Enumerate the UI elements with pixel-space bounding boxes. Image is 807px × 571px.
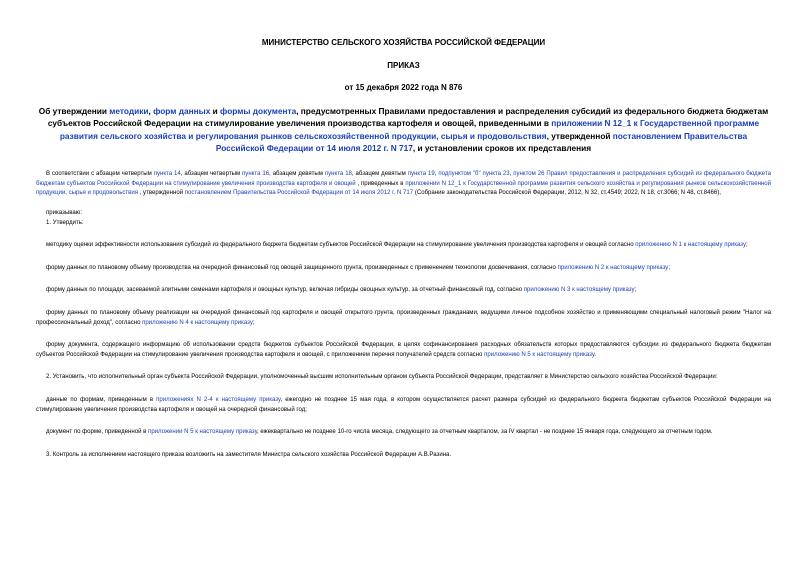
paragraph-text: , ежеквартально не позднее 10-го числа месяца, следующего за отчетным кварталом, за IV квартал - не позднее 15 января года, следующего за отчетным годом. xyxy=(257,429,713,436)
link-methodology[interactable]: методики xyxy=(109,106,149,116)
document-form-deadline xyxy=(36,428,771,438)
approve-methodology xyxy=(36,241,771,251)
document-type: ПРИКАЗ xyxy=(387,61,420,70)
link-data-forms[interactable]: форм данных xyxy=(153,106,211,116)
title-text: , и установлении сроков их представления xyxy=(412,142,592,153)
link-appendix-12-1[interactable]: приложении N 12_1 к Государственной программе развития сельского хозяйства и регулирования рынков сельскохозяйственной продукции, сырья и продовольствия xyxy=(36,180,771,197)
paragraph-text: ; xyxy=(668,264,670,271)
paragraph-text: , ежегодно не позднее 15 мая года, в котором осуществляется расчет размера субсидий из федерального бюджета бюджетам субъектов Российской Федерации на стимулирование увеличения производства картофеля и овощей на очередной финансовый год; xyxy=(36,396,771,413)
title-text: Об утверждении xyxy=(38,106,110,116)
ministry-heading: МИНИСТЕРСТВО СЕЛЬСКОГО ХОЗЯЙСТВА РОССИЙСКОЙ ФЕДЕРАЦИИ xyxy=(261,38,546,47)
paragraph-text: документ по форме, приведенной в xyxy=(46,429,149,436)
approve-form-2 xyxy=(36,264,771,274)
preamble-paragraph xyxy=(36,170,771,199)
title-text: , xyxy=(148,106,154,116)
preamble-text: , абзацем девятым xyxy=(351,171,408,178)
link-resolution-717[interactable]: постановлением Правительства Российской Федерации от 14 июля 2012 г. N 717 xyxy=(215,130,748,153)
paragraph-text: ; xyxy=(252,319,255,326)
link-appendix-5[interactable]: приложении N 5 к настоящему приказу xyxy=(148,429,258,436)
preamble-text: , xyxy=(434,171,439,178)
title-text: , утвержденной xyxy=(546,130,613,141)
approve-form-3 xyxy=(36,286,771,296)
preamble-text: В соответствии с абзацем четвертым xyxy=(46,171,154,178)
link-point-19[interactable]: пункта 19 xyxy=(407,171,435,178)
data-forms-deadline xyxy=(36,396,771,415)
link-resolution-717[interactable]: постановлением Правительства Российской Федерации от 14 июля 2012 г. N 717 xyxy=(184,190,414,197)
paragraph-text: методику оценки эффективности использования субсидий из федерального бюджета бюджетам субъектов Российской Федерации на стимулирование увеличения производства картофеля и овощей согласно xyxy=(46,242,636,249)
paragraph-text: форму данных по плановому объему производства на очередной финансовый год овощей защищенного грунта, произведенных с применением технологии досвечивания, согласно xyxy=(46,264,558,271)
link-point-18[interactable]: пункта 18 xyxy=(324,171,352,178)
link-point-16[interactable]: пункта 16 xyxy=(242,171,270,178)
link-appendix-2[interactable]: приложению N 2 к настоящему приказу xyxy=(557,264,669,271)
link-document-form[interactable]: формы документа xyxy=(220,106,297,116)
paragraph-text: форму документа, содержащего информацию об использовании средств бюджетов субъектов Российской Федерации, в целях софинансирования расходных обязательств которых предоставляются субсидии из федерального бюджета бюджетам субъектов Российской Федерации на стимулирование увеличения производства картофеля и овощей, с приложением перечня получателей средств согласно xyxy=(36,342,771,358)
approve-form-5 xyxy=(36,341,771,360)
preamble-text: , абзацем девятым xyxy=(269,171,325,178)
paragraph-text: ; xyxy=(634,287,637,294)
date-and-number: от 15 декабря 2022 года N 876 xyxy=(344,83,463,92)
paragraph-text: данные по формам, приведенным в xyxy=(46,396,157,403)
document-title xyxy=(36,105,771,154)
paragraph-text: ; xyxy=(746,242,748,249)
preamble-text: (Собрание законодательства Российской Федерации, 2012, N 32, ст.4549; 2022, N 18, ст.3066; N 48, ст.8466), xyxy=(413,190,721,197)
link-appendices-2-4[interactable]: приложениях N 2-4 к настоящему приказу xyxy=(156,396,281,403)
paragraph-text: форму данных по плановому объему реализации на очередной финансовый год картофеля и овощей открытого грунта, произведенных гражданами, ведущими личное подсобное хозяйство и применяющими специальный налоговый режим "Налог на профессиональный доход", согласно xyxy=(36,309,771,326)
link-appendix-3[interactable]: приложению N 3 к настоящему приказу xyxy=(523,287,635,294)
link-appendix-5[interactable]: приложению N 5 к настоящему приказу xyxy=(484,351,595,358)
link-appendix-1[interactable]: приложению N 1 к настоящему приказу xyxy=(635,242,747,249)
link-subpoint-b-23[interactable]: подпунктом "б" пункта 23 xyxy=(438,171,510,178)
link-point-26-rules[interactable]: пунктом 26 Правил предоставления и распределения субсидий из федерального бюджета бюджетам субъектов Российской Федерации на стимулирование увеличения производства картофеля и овощей xyxy=(36,171,771,187)
preamble-text: , xyxy=(509,171,514,178)
order-word: приказываю: xyxy=(46,209,82,216)
title-text: , предусмотренных Правилами предоставления и распределения субсидий из федерального бюджета бюджетам субъектов Российской Федерации на стимулирование увеличения производства картофеля и овощей, приведенными в xyxy=(47,106,769,129)
paragraph-text: форму данных по площади, засеваемой элитными семенами картофеля и овощных культур, включая гибриды овощных культур, за отчетный финансовый год, согласно xyxy=(46,287,524,294)
document-page xyxy=(36,30,771,460)
link-appendix-12-1[interactable]: приложении N 12_1 к Государственной программе развития сельского хозяйства и регулирования рынков сельскохозяйственной продукции, сырья и продовольствия xyxy=(59,118,760,141)
item-1-title: 1. Утвердить: xyxy=(46,219,84,226)
preamble-text: , абзацем четвертым xyxy=(180,171,243,178)
item-2: 2. Установить, что исполнительный орган субъекта Российской Федерации, уполномоченный высшим исполнительным органом субъекта Российской Федерации, представляет в Министерство сельского хозяйства Российской Федерации: xyxy=(46,374,718,381)
item-3: 3. Контроль за исполнением настоящего приказа возложить на заместителя Министра сельского хозяйства Российской Федерации А.В.Разина. xyxy=(46,451,452,458)
title-text: и xyxy=(210,106,221,116)
preamble-text: , утвержденной xyxy=(138,190,185,197)
link-point-14[interactable]: пункта 14 xyxy=(153,171,181,178)
preamble-text: , приведенных в xyxy=(355,180,406,187)
approve-form-4 xyxy=(36,309,771,328)
link-appendix-4[interactable]: приложению N 4 к настоящему приказу xyxy=(142,319,253,326)
paragraph-text: . xyxy=(594,351,596,358)
